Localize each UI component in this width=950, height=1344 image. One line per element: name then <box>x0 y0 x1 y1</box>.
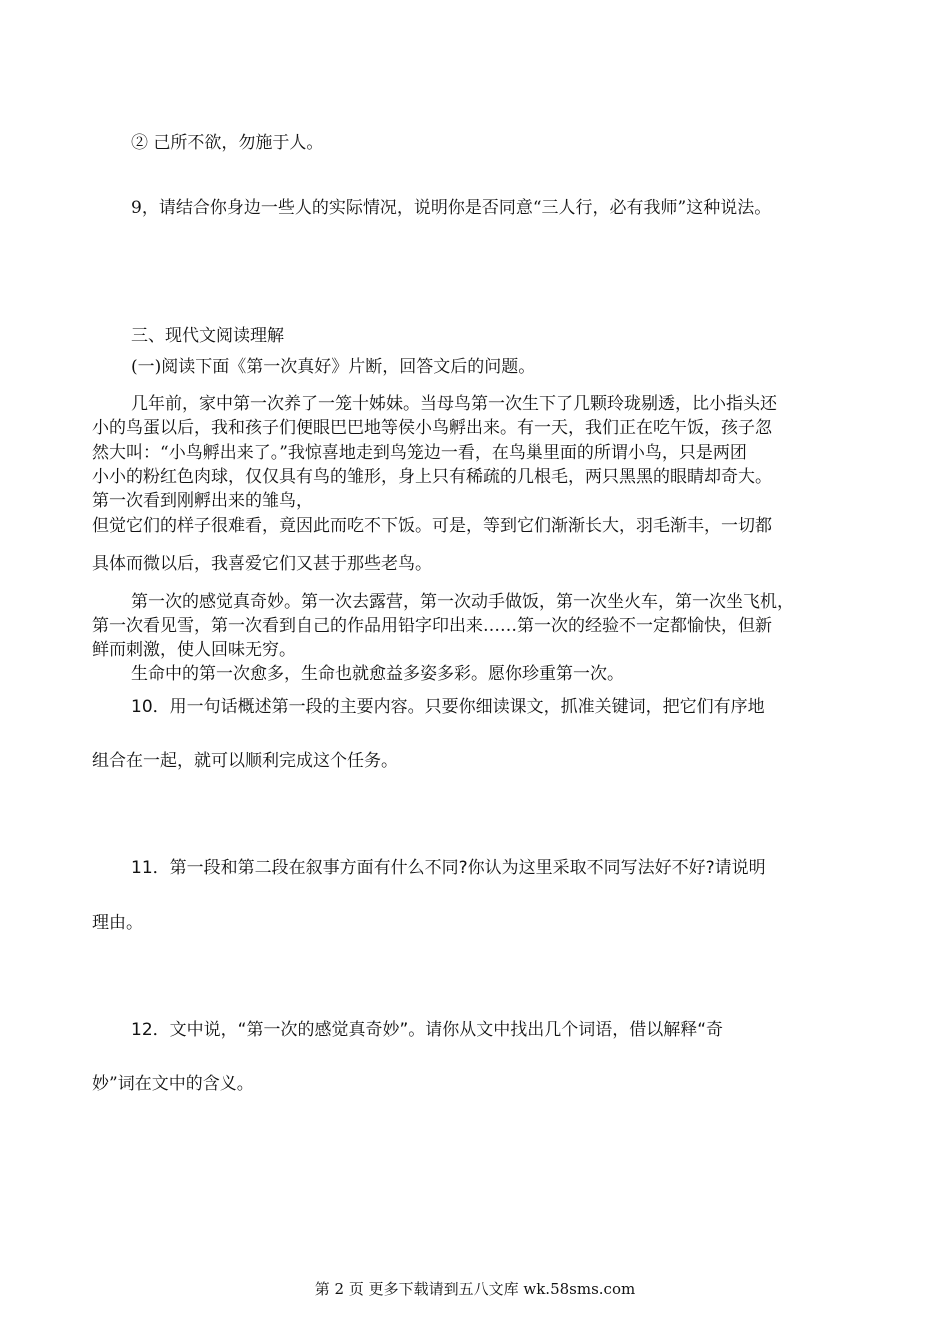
question-10: 10．用一句话概述第一段的主要内容。只要你细读课文，抓准关键词，把它们有序地 <box>131 697 765 717</box>
passage-line: 第一次看见雪，第一次看到自己的作品用铅字印出来……第一次的经验不一定都愉快，但新 <box>92 616 772 636</box>
passage-line: 第一次的感觉真奇妙。第一次去露营，第一次动手做饭，第一次坐火车，第一次坐飞机， <box>131 592 794 612</box>
section-heading: 三、现代文阅读理解 <box>131 326 284 346</box>
passage-line: 鲜而刺激，使人回味无穷。 <box>92 640 296 660</box>
proverb-item-2: ② 己所不欲，勿施于人。 <box>131 133 324 153</box>
question-11: 11．第一段和第二段在叙事方面有什么不同?你认为这里采取不同写法好不好?请说明 <box>131 858 766 878</box>
page-footer: 第 2 页 更多下载请到五八文库 wk.58sms.com <box>314 1280 636 1298</box>
question-10-continued: 组合在一起，就可以顺利完成这个任务。 <box>92 751 398 771</box>
passage-line: 几年前，家中第一次养了一笼十姊妹。当母鸟第一次生下了几颗玲珑剔透，比小指头还 <box>131 394 777 414</box>
question-12-continued: 妙”词在文中的含义。 <box>92 1074 254 1094</box>
passage-line: 第一次看到刚孵出来的雏鸟， <box>92 491 313 511</box>
passage-line: 但觉它们的样子很难看，竟因此而吃不下饭。可是，等到它们渐渐长大，羽毛渐丰，一切都 <box>92 516 772 536</box>
passage-line: 然大叫：“小鸟孵出来了。”我惊喜地走到鸟笼边一看，在鸟巢里面的所谓小鸟，只是两团 <box>92 443 747 463</box>
passage-line: 小的鸟蛋以后，我和孩子们便眼巴巴地等侯小鸟孵出来。有一天，我们正在吃午饭，孩子忽 <box>92 418 772 438</box>
question-9: 9，请结合你身边一些人的实际情况，说明你是否同意“三人行，必有我师”这种说法。 <box>131 198 772 218</box>
reading-instruction: (一)阅读下面《第一次真好》片断，回答文后的问题。 <box>131 357 536 377</box>
passage-line: 小小的粉红色肉球，仅仅具有鸟的雏形，身上只有稀疏的几根毛，两只黑黑的眼睛却奇大。 <box>92 467 772 487</box>
question-12: 12．文中说，“第一次的感觉真奇妙”。请你从文中找出几个词语，借以解释“奇 <box>131 1020 724 1040</box>
question-11-continued: 理由。 <box>92 913 143 933</box>
passage-line: 生命中的第一次愈多，生命也就愈益多姿多彩。愿你珍重第一次。 <box>131 664 624 684</box>
passage-line: 具体而微以后，我喜爱它们又甚于那些老鸟。 <box>92 554 432 574</box>
